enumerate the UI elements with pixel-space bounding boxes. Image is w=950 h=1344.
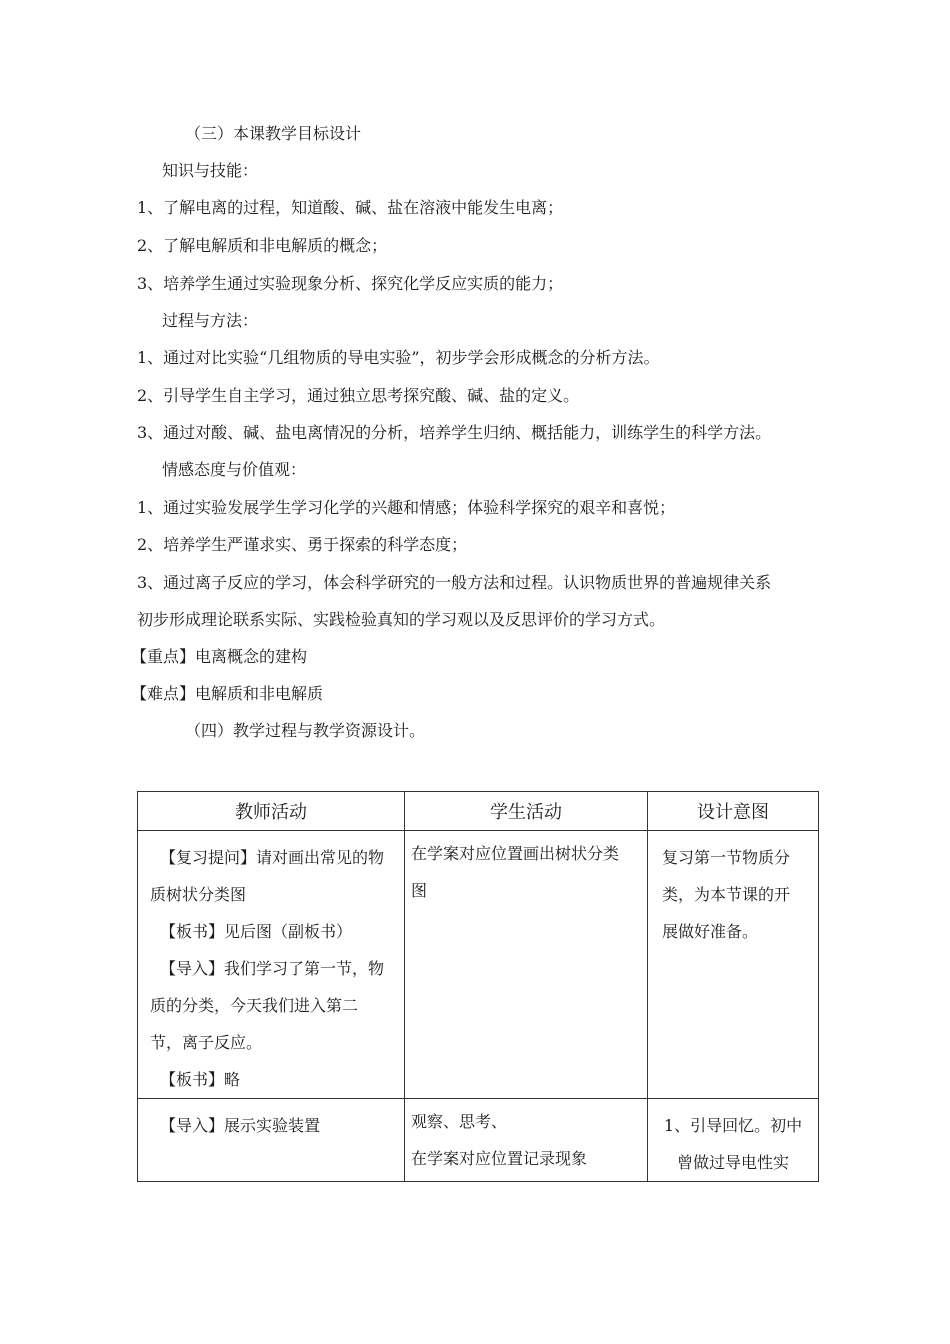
knowledge-heading: 知识与技能： [162,161,259,180]
teacher-line: 【复习提问】请对画出常见的物 [160,848,385,867]
student-activity-cell [405,831,648,1099]
intent-line: 类，为本节课的开 [662,885,791,904]
table-row [138,831,819,1099]
teacher-activity-cell [138,831,405,1099]
emotion-heading: 情感态度与价值观： [162,460,307,479]
teacher-activity-cell [138,1099,405,1182]
intent-line: 曾做过导电性实 [676,1153,789,1172]
intent-line: 展做好准备。 [662,922,759,941]
emotion-item-3-cont: 初步形成理论联系实际、实践检验真知的学习观以及反思评价的学习方式。 [137,610,666,629]
section3-title: （三）本课教学目标设计 [185,124,362,143]
student-line: 观察、思考、 [411,1112,508,1131]
student-line: 在学案对应位置记录现象 [411,1149,588,1168]
header-design-intent: 设计意图 [648,792,819,831]
teacher-line: 【板书】略 [160,1070,241,1089]
knowledge-item-2: 2、了解电解质和非电解质的概念； [137,236,388,255]
table-header-row [138,792,819,831]
design-intent-cell [648,1099,819,1182]
teacher-line: 【导入】展示实验装置 [160,1116,321,1135]
emotion-item-3: 3、通过离子反应的学习，体会科学研究的一般方法和过程。认识物质世界的普遍规律关系 [137,573,772,592]
design-intent-cell [648,831,819,1099]
knowledge-item-1: 1、了解电离的过程，知道酸、碱、盐在溶液中能发生电离； [137,198,564,217]
emotion-item-2: 2、培养学生严谨求实、勇于探索的科学态度； [137,535,468,554]
process-heading: 过程与方法： [162,311,259,330]
teacher-line: 质的分类，今天我们进入第二 [150,996,359,1015]
teacher-line: 节，离子反应。 [150,1033,263,1052]
teacher-line: 【板书】见后图（副板书） [160,922,353,941]
knowledge-item-3: 3、培养学生通过实验现象分析、探究化学反应实质的能力； [137,274,564,293]
intent-line: 复习第一节物质分 [662,848,791,867]
process-item-1: 1、通过对比实验“几组物质的导电实验”，初步学会形成概念的分析方法。 [137,348,660,367]
intent-line: 1、引导回忆。初中 [663,1116,803,1135]
student-line: 在学案对应位置画出树状分类 [411,844,620,863]
teaching-process-table [137,791,819,1182]
difficult-point: 【难点】电解质和非电解质 [131,684,324,703]
header-teacher-activity: 教师活动 [138,792,405,831]
process-item-3: 3、通过对酸、碱、盐电离情况的分析，培养学生归纳、概括能力，训练学生的科学方法。 [137,423,772,442]
header-student-activity: 学生活动 [405,792,648,831]
table-row [138,1099,819,1182]
key-point: 【重点】电离概念的建构 [131,647,308,666]
student-activity-cell [405,1099,648,1182]
process-item-2: 2、引导学生自主学习，通过独立思考探究酸、碱、盐的定义。 [137,386,580,405]
student-line: 图 [411,881,428,900]
teacher-line: 【导入】我们学习了第一节，物 [160,959,385,978]
section4-title: （四）教学过程与教学资源设计。 [185,721,426,740]
teacher-line: 质树状分类图 [150,885,247,904]
emotion-item-1: 1、通过实验发展学生学习化学的兴趣和情感；体验科学探究的艰辛和喜悦； [137,498,676,517]
